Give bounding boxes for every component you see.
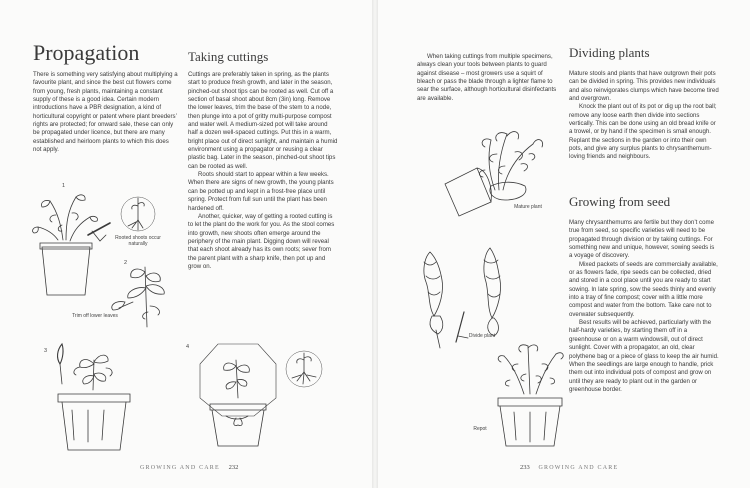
illustration-caption: Divide plant: [468, 333, 496, 339]
rooted-shoot-detail-icon: [118, 194, 158, 234]
page-number: 233: [520, 464, 530, 471]
section-heading-seed: Growing from seed: [569, 194, 671, 209]
illustration-caption: Mature plant: [514, 204, 542, 210]
page-title: Propagation: [33, 40, 140, 65]
root-detail-icon: [283, 348, 325, 390]
potted-cutting-illustration: [48, 342, 148, 452]
section-heading-cuttings: Taking cuttings: [188, 49, 269, 64]
trimmed-cutting-illustration: [105, 262, 175, 332]
seed-text: [569, 219, 719, 394]
running-head: GROWING AND CARE: [538, 465, 619, 471]
seed-paragraph: Many chrysanthemums are fertile but they don’t come true from seed, so specific varieties will need to be propagated through division or by taking cuttings. For something new and unique, however, sowing seeds is a voyage of discovery.: [569, 219, 715, 260]
dividing-paragraph: Mature stools and plants that have outgrown their pots can be divided in spring. This provides new individuals and also reinvigorates clumps which have become tired and overgrown.: [569, 70, 719, 103]
illustration-number: 3: [44, 348, 48, 354]
cuttings-text: [188, 71, 338, 271]
illustration-caption: Rooted shoots occur naturally: [115, 235, 161, 247]
illustration-caption: Repot: [473, 426, 487, 432]
page-number: 232: [228, 464, 239, 471]
running-head: GROWING AND CARE: [140, 465, 220, 471]
illustration-number: 2: [124, 260, 128, 266]
illustration-number: 1: [62, 183, 66, 189]
dividing-paragraph: Knock the plant out of its pot or dig up the root ball; remove any loose earth then divide into sections vertically. This can be done using an old bread knife or a trowel, or by hand if the specimen is small enough. Replant the sections in the garden or into their own pots, and give any surplus plants to chrysanthemum-loving friends and neighbours.: [569, 103, 717, 161]
left-folio: [140, 464, 238, 471]
cuttings-paragraph: Another, quicker, way of getting a rooted cutting is to let the plant do the work for you. As the stool comes into growth, new shoots often emerge around the periphery of the main plant. Digging down will reveal that each shoot already has its own roots; sever from the parent plant with a sharp knife, then pot up and grow on.: [188, 212, 335, 270]
intro-text: [33, 71, 178, 154]
illustration-caption: Trim off lower leaves: [72, 313, 118, 319]
repot-illustration: [490, 336, 570, 448]
illustration-number: 4: [186, 344, 190, 350]
right-folio: [520, 464, 618, 471]
cuttings-paragraph: Roots should start to appear within a few weeks. When there are signs of new growth, the young plants can be potted up and kept in a frost-free place until spring. Protect from full sun until the plant has been hardened off.: [188, 171, 334, 212]
tools-note-paragraph: When taking cuttings from multiple specimens, always clean your tools between plants to guard against disease – most growers use a squirt of bleach or pass the blade through a lighter flame to sear the surface, although horticultural disinfectants are available.: [417, 53, 557, 102]
intro-paragraph: There is something very satisfying about multiplying a favourite plant, and since the best cut flowers come from young, fresh plants, maintaining a constant supply of these is a good idea. Certain modern introductions have a PBR designation, a kind of horticultural copyright or patent where plant breeders’ rights are protected; for onward sale, these can only be propagated under licence, but there are many established and heirloom plants to which this does not apply.: [33, 71, 178, 154]
seed-paragraph: Mixed packets of seeds are commercially available, or as flowers fade, ripe seeds can be collected, dried and stored in a cool place until you are ready to start sowing. In late spring, sow the seeds thinly and evenly into a tray of fine compost; cover with a little more compost and water from the bottom. Take care not to overwater subsequently.: [569, 260, 718, 318]
seed-paragraph: Best results will be achieved, particularly with the half-hardy varieties, by starting them off in a greenhouse or on a warm windowsill, out of direct sunlight. Cover with a propagator, an old, clear polythene bag or a piece of glass to keep the air humid. When the seedlings are large enough to handle, prick them out into individual pots of compost and grow on until they are ready to plant out in the garden or greenhouse border.: [569, 319, 719, 393]
section-heading-dividing: Dividing plants: [569, 45, 650, 60]
tools-note-text: [417, 53, 557, 103]
cuttings-paragraph: Cuttings are preferably taken in spring, as the plants start to produce fresh growth, and later in the season, pinched-out shoot tips can be rooted as well. Cut off a section of basal shoot about 8cm (3in) long. Remove the lower leaves, trim the base of the stem to a node, then plunge into a pot of gritty multi-purpose compost and water well. A medium-sized pot will take around half a dozen well-spaced cuttings. Put this in a warm, bright place out of direct sunlight, and maintain a humid environment using a propagator or reusing a clear plastic bag. Later in the season, pinched-out shoot tips can be rooted as well.: [188, 71, 338, 170]
propagator-dome-illustration: [188, 338, 288, 450]
dividing-text: [569, 70, 719, 162]
book-gutter: [372, 0, 378, 488]
